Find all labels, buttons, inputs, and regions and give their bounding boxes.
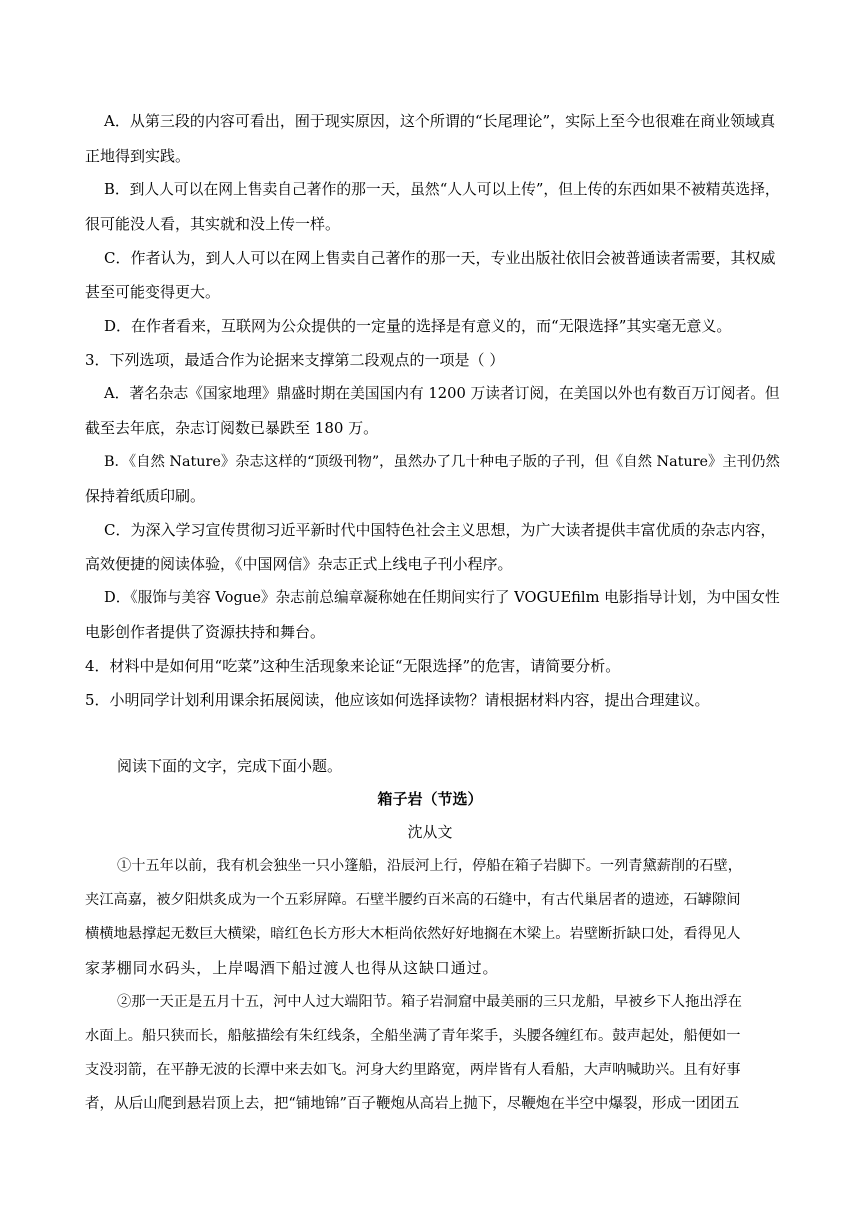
q3-option-b-line-1: B．《自然 Nature》杂志这样的“顶级刊物”，虽然办了几十种电子版的子刊，但《自然 Nature》主刊仍然 <box>104 454 780 470</box>
q2-option-a-line-1: A．从第三段的内容可看出，囿于现实原因，这个所谓的“长尾理论”，实际上至今也很难在商业领域真 <box>104 112 776 130</box>
reading-instruction: 阅读下面的文字，完成下面小题。 <box>117 757 343 775</box>
passage-p2-line-4: 者，从后山爬到悬岩顶上去，把“铺地锦”百子鞭炮从高岩上抛下，尽鞭炮在半空中爆裂，形成一团团五 <box>85 1096 740 1112</box>
q2-option-b-line-2: 很可能没人看，其实就和没上传一样。 <box>85 215 341 233</box>
q3-option-b-line-2: 保持着纸质印刷。 <box>85 487 206 505</box>
q2-option-b-line-1: B．到人人可以在网上售卖自己著作的那一天，虽然“人人可以上传”，但上传的东西如果不被精英选择， <box>104 181 780 198</box>
passage-p1-line-1: ①十五年以前，我有机会独坐一只小篷船，沿辰河上行，停船在箱子岩脚下。一列青黛薪削的石壁， <box>117 858 742 874</box>
q3-option-a-line-2: 截至去年底，杂志订阅数已暴跌至 180 万。 <box>85 419 379 437</box>
q3-option-a-line-1: A．著名杂志《国家地理》鼎盛时期在美国国内有 1200 万读者订阅，在美国以外也有数百万订阅者。但 <box>104 385 780 402</box>
q2-option-a-line-2: 正地得到实践。 <box>85 147 191 165</box>
q3-option-d-line-2: 电影创作者提供了资源扶持和舞台。 <box>85 623 326 641</box>
passage-p2-line-2: 水面上。船只狭而长，船舷描绘有朱红线条，全船坐满了青年桨手，头腰各缠红布。鼓声起处，船便如一 <box>85 1028 741 1044</box>
q2-option-c-line-1: C．作者认为，到人人可以在网上售卖自己著作的那一天，专业出版社依旧会被普通读者需要，其权威 <box>104 249 776 267</box>
passage-title: 箱子岩（节选） <box>377 790 483 808</box>
q3-option-c-line-2: 高效便捷的阅读体验，《中国网信》杂志正式上线电子刊小程序。 <box>85 555 513 573</box>
q4-stem: 4．材料中是如何用“吃菜”这种生活现象来论证“无限选择”的危害，请简要分析。 <box>85 657 621 675</box>
passage-author: 沈从文 <box>407 823 453 841</box>
q3-option-c-line-1: C．为深入学习宣传贯彻习近平新时代中国特色社会主义思想，为广大读者提供丰富优质的杂志内容， <box>104 521 776 539</box>
q2-option-d-line-1: D．在作者看来，互联网为公众提供的一定量的选择是有意义的，而“无限选择”其实毫无意义。 <box>104 317 732 335</box>
q3-option-d-line-1: D．《服饰与美容 Vogue》杂志前总编章凝称她在任期间实行了 VOGUEfilm 电影指导计划，为中国女性 <box>104 589 780 606</box>
passage-p2-line-1: ②那一天正是五月十五，河中人过大端阳节。箱子岩洞窟中最美丽的三只龙船，早被乡下人拖出浮在 <box>117 994 742 1010</box>
q5-stem: 5．小明同学计划利用课余拓展阅读，他应该如何选择读物？请根据材料内容，提出合理建议。 <box>85 691 710 709</box>
q3-stem: 3．下列选项，最适合作为论据来支撑第二段观点的一项是（ ） <box>85 351 505 369</box>
passage-p1-line-3: 横横地悬撑起无数巨大横梁，暗红色长方形大木柜尚依然好好地搁在木梁上。岩壁断折缺口处，看得见人 <box>85 926 741 942</box>
passage-p1-line-2: 夹江高嘉，被夕阳烘炙成为一个五彩屏障。石壁半腰约百米高的石缝中，有古代巢居者的遗迹，石罅隙间 <box>85 892 741 908</box>
passage-p2-line-3: 支没羽箭，在平静无波的长潭中来去如飞。河身大约里路宽，两岸皆有人看船，大声呐喊助兴。且有好事 <box>85 1062 741 1078</box>
q2-option-c-line-2: 甚至可能变得更大。 <box>85 283 221 301</box>
passage-p1-line-4: 家茅棚同水码头，上岸喝酒下船过渡人也得从这缺口通过。 <box>85 959 499 977</box>
